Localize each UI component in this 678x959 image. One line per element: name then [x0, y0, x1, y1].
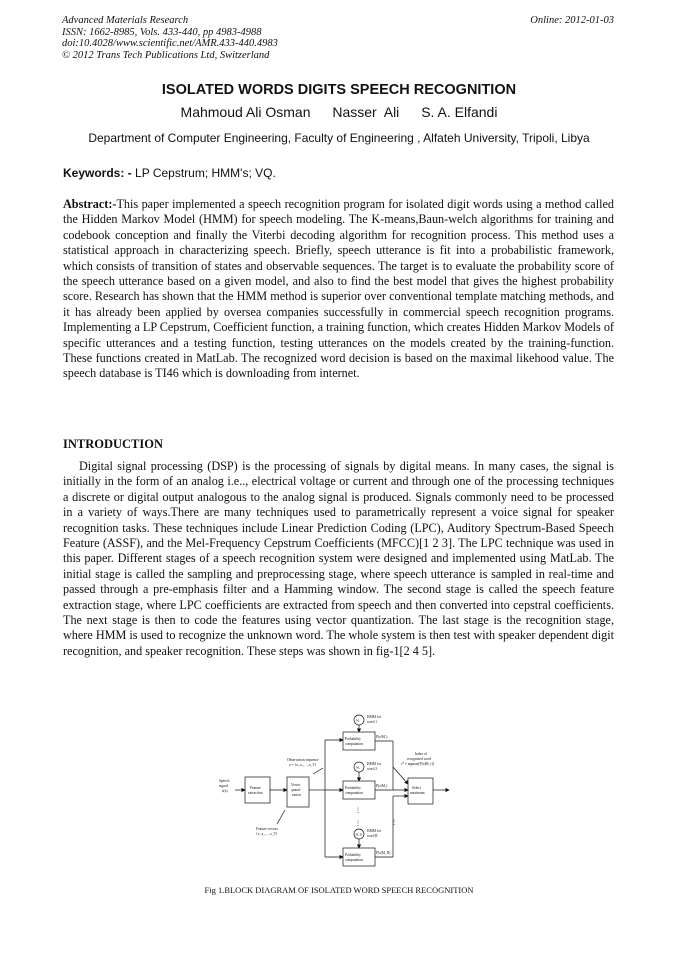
svg-text:⋮: ⋮: [355, 821, 361, 827]
vq-text-3: zation: [292, 793, 301, 797]
prob-text-1a: Probability: [345, 737, 361, 741]
model-1-symbol: M₁: [356, 718, 360, 723]
paper-title: ISOLATED WORDS DIGITS SPEECH RECOGNITION: [161, 82, 517, 98]
feature-vectors-text-1: Feature vectors: [256, 827, 279, 831]
prob-text-2b: computation: [345, 791, 363, 795]
online-date: Online: 2012-01-03: [530, 15, 614, 26]
obs-text-2: o = {o₁,o₂,…,o_T}: [289, 763, 317, 767]
probability-box-1: [343, 732, 375, 750]
journal-header: [62, 15, 278, 61]
copyright-line: © 2012 Trans Tech Publications Ltd, Switzerland: [62, 49, 270, 61]
select-text-2: maximum: [410, 791, 425, 795]
section-heading-introduction: INTRODUCTION: [63, 437, 164, 451]
model-r-label-1: HMM for: [367, 829, 382, 833]
feature-box-text-2: extraction: [248, 791, 263, 795]
issn-line: ISSN: 1662-8985, Vols. 433-440, pp 4983-4988: [62, 26, 262, 38]
feature-extraction-box: [245, 777, 270, 803]
figure-caption: Fig 1.BLOCK DIAGRAM OF ISOLATED WORD SPEECH RECOGNITION: [204, 885, 474, 895]
introduction-text: Digital signal processing (DSP) is the processing of signals by digital means. In many cases, the signal is initially in the form of an analog i.e.., electrical voltage or current and through one of the processing techniques a discrete or digital output analogous to the analog signal is produced. Signals commonly need to be processed in a variety of ways.There are many techniques used to parametrically represent a voice signal for speaker recognition tasks. These techniques include Linear Prediction Coding (LPC), Auditory Spectrum-Based Speech Feature (ASSF), and the Mel-Frequency Cepstrum Coefficients (MFCC)[1 2 3]. The LPC technique was used in this paper. Different stages of a speech recognition system were designed and implemented using MatLab. The initial stage is called the sampling and preprocessing stage, where speech utterance is sampled in real-time and passed through a pre-emphasis filter and a Hamming window. The second stage is called the speech feature extraction stage, where LPC coefficients are extracted from speech and then converted into cepstral coefficients. The next stage is then to code the features using vector quantization. The last stage is the recognition stage, where HMM is used to recognize the unknown word. The whole system is then test with speaker dependent digit recognition, and speaker recognition. These steps was shown in fig-1[2 4 5].: [63, 459, 614, 658]
output-label-1: Index of: [415, 752, 428, 756]
svg-text:⋮: ⋮: [391, 820, 397, 826]
input-label-1: Speech: [219, 779, 230, 783]
output-label-2: recognized word: [407, 757, 432, 761]
select-text-1: Select: [412, 786, 421, 790]
affiliation: Department of Computer Engineering, Faculty of Engineering , Alfateh University, Tripoli, Libya: [88, 131, 590, 145]
model-2-label-2: word 2: [367, 767, 378, 771]
keywords-text: LP Cepstrum; HMM's; VQ.: [131, 166, 276, 180]
probability-box-r: [343, 848, 375, 866]
vq-box: [287, 777, 309, 807]
vq-text-2: quanti-: [291, 788, 302, 792]
model-r-label-2: word R: [367, 834, 378, 838]
journal-name: Advanced Materials Research: [62, 15, 189, 26]
input-label-2: signal,: [219, 784, 229, 788]
model-1-label-2: word 1: [367, 720, 378, 724]
vq-text-1: Vector: [291, 783, 301, 787]
model-1-score: P(o|M₁): [376, 735, 388, 739]
obs-leader: [313, 768, 323, 774]
feature-vectors-leader: [277, 810, 285, 824]
output-label-3: r* = argmax[P(o|M_r)]: [401, 762, 435, 766]
prob-text-2a: Probability: [345, 786, 361, 790]
feature-box-text-1: Feature: [250, 786, 261, 790]
probability-box-2: [343, 781, 375, 799]
svg-text:⋮: ⋮: [355, 808, 361, 814]
keywords-label: Keywords: -: [63, 166, 132, 180]
model-2-label-1: HMM for: [367, 762, 382, 766]
abstract-text: This paper implemented a speech recognition program for isolated digit words using a method called the Hidden Markov Model (HMM) for speech modeling. The K-means,Baun-welch algorithms for training and codebook conception and finally the Viterbi decoding algorithm for recognition process. This method uses a statistical approach in characterizing speech. Briefly, speech utterance is fit into a probabilistic framework, which consists of transition of states and observable sequences. The target is to evaluate the probability score of the speech utterance based on a given model, and also to find the best model that gives the highest probability score. Research has shown that the HMM method is superior over conventional template matching methods, and it has already been applied by oversea companies successfully in commercial speech recognition programs. Implementing a LP Cepstrum, Coefficient function, a training function, which creates Hidden Markov Models of specific utterances and a testing function, testing utterances on the models created by the training-function. These functions created in MatLab. The recognized word decision is based on the maximal likehood value. The speech database is TI46 which is downloading from internet.: [63, 197, 614, 381]
prob-text-rb: computation: [345, 858, 363, 862]
input-label-3: s(n): [222, 789, 228, 793]
model-r-symbol: M_R: [355, 832, 363, 837]
author-2: Nasser Ali: [332, 104, 400, 120]
prob-text-ra: Probability: [345, 853, 361, 857]
author-1: Mahmoud Ali Osman: [180, 104, 311, 120]
doi-line: doi:10.4028/www.scientific.net/AMR.433-440.4983: [62, 38, 278, 49]
block-diagram-figure: [215, 712, 465, 872]
model-1-label-1: HMM for: [367, 715, 382, 719]
model-r-score: P(o|M_R): [376, 851, 391, 855]
model-2-score: P(o|M₂): [376, 784, 388, 788]
model-2-symbol: M₂: [356, 765, 360, 770]
keywords: [63, 166, 276, 180]
obs-text-1: Observation sequence: [287, 758, 319, 762]
author-list: [0, 104, 678, 120]
author-3: S. A. Elfandi: [421, 104, 498, 120]
prob-text-1b: computation: [345, 742, 363, 746]
abstract-label: Abstract:-: [63, 197, 117, 211]
abstract: [63, 197, 614, 382]
feature-vectors-text-2: {x₁,x₂,…,x_T}: [256, 832, 278, 836]
